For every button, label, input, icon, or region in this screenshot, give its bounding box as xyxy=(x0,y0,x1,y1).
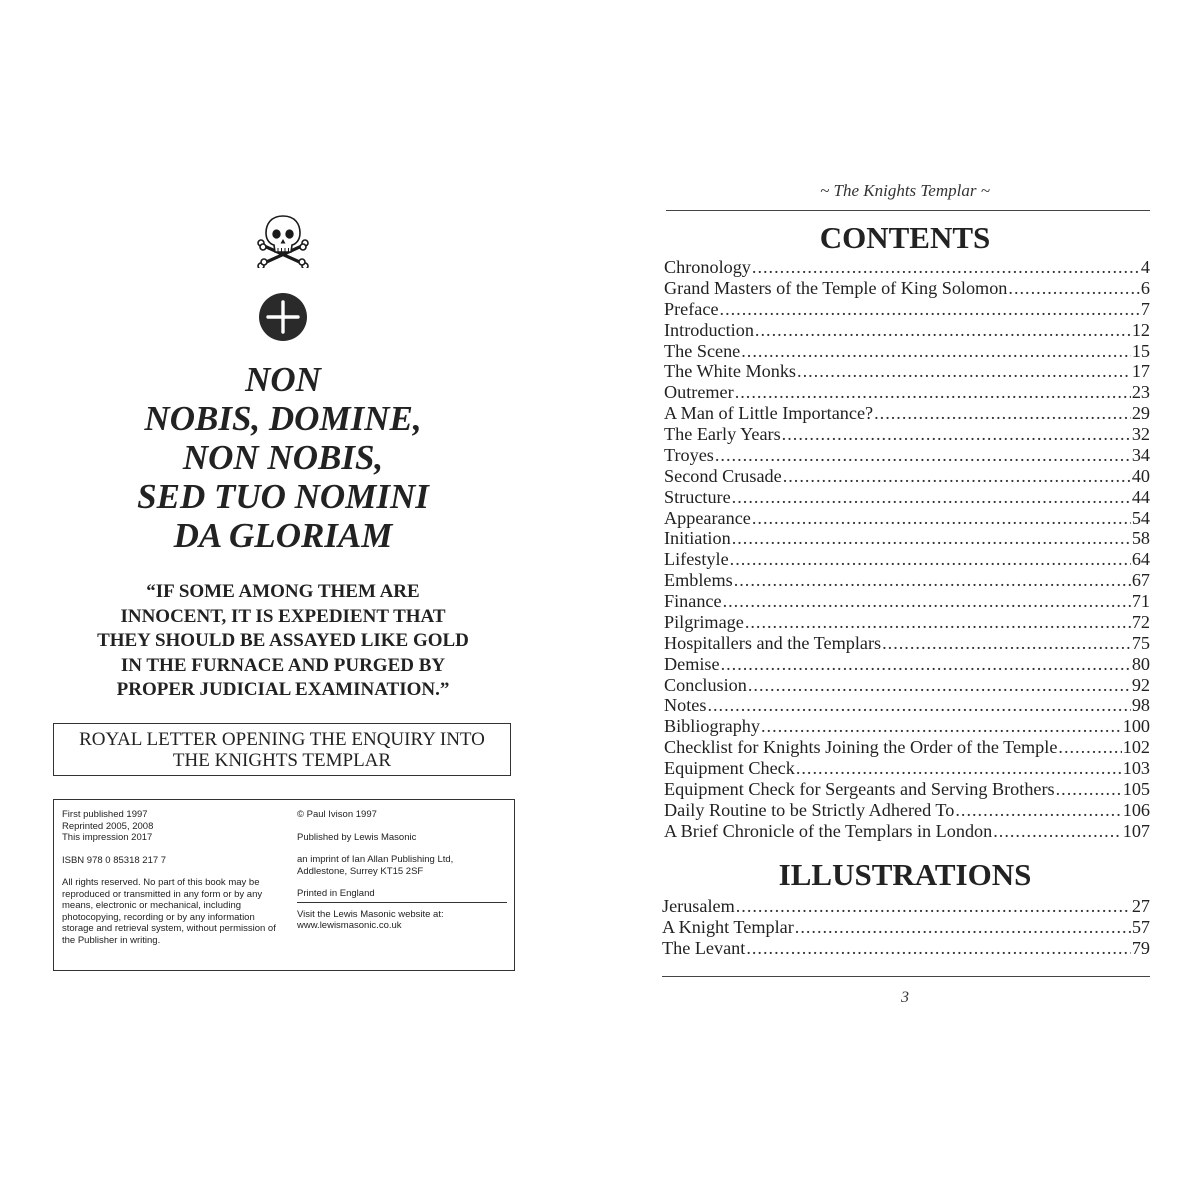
rights-line: the Publisher in writing. xyxy=(62,934,161,946)
toc-entry xyxy=(664,675,1150,696)
rights-line: All rights reserved. No part of this book may be xyxy=(62,877,260,888)
rights-line: photocopying, recording or by any information xyxy=(62,911,255,923)
rights-line: means, electronic or mechanical, including xyxy=(62,900,242,911)
bottom-rule xyxy=(662,976,1150,977)
toc-entry-title: The White Monks xyxy=(664,361,797,382)
toc-entry-page: 100 xyxy=(1122,716,1150,737)
toc-entry-title: Appearance xyxy=(664,507,751,528)
toc-entry xyxy=(664,821,1150,842)
toc-entry xyxy=(664,299,1150,320)
toc-entry-page: 64 xyxy=(1131,549,1150,570)
toc-leader-dots xyxy=(752,257,1140,278)
toc-entry xyxy=(662,896,1150,917)
toc-entry-title: The Early Years xyxy=(664,424,781,444)
toc-entry-page: 6 xyxy=(1140,277,1150,298)
motto-line: NON NOBIS, xyxy=(182,438,384,477)
toc-entry-page: 92 xyxy=(1131,674,1150,695)
running-head: ~ The Knights Templar ~ xyxy=(820,181,990,200)
toc-leader-dots xyxy=(736,896,1131,917)
toc-entry xyxy=(664,320,1150,341)
toc-entry-title: Jerusalem xyxy=(662,896,735,916)
toc-leader-dots xyxy=(734,570,1131,591)
toc-entry-title: Finance xyxy=(664,591,722,611)
toc-entry-title: Checklist for Knights Joining the Order of the Temple xyxy=(664,737,1058,758)
toc-entry-title: Hospitallers and the Templars xyxy=(664,632,882,653)
toc-leader-dots xyxy=(1008,278,1140,299)
toc-entry xyxy=(664,570,1150,591)
toc-entry-page: 34 xyxy=(1131,444,1150,465)
toc-entry xyxy=(664,758,1150,779)
latin-motto xyxy=(60,360,506,555)
right-page xyxy=(600,0,1200,1200)
toc-leader-dots xyxy=(745,612,1131,633)
toc-leader-dots xyxy=(730,549,1131,570)
toc-entry-page: 23 xyxy=(1131,382,1150,403)
toc-entry-title: Grand Masters of the Temple of King Solomon xyxy=(664,277,1008,298)
toc-entry xyxy=(664,424,1150,445)
toc-entry-title: Troyes xyxy=(664,444,714,465)
toc-entry-page: 4 xyxy=(1140,257,1150,277)
toc-entry xyxy=(664,779,1150,800)
toc-leader-dots xyxy=(874,403,1131,424)
toc-entry xyxy=(664,591,1150,612)
toc-entry-page: 12 xyxy=(1131,319,1150,340)
royal-letter-box xyxy=(53,723,511,776)
toc-leader-dots xyxy=(715,445,1131,466)
toc-leader-dots xyxy=(1058,737,1121,758)
publisher: Published by Lewis Masonic xyxy=(297,831,417,843)
toc-leader-dots xyxy=(732,528,1131,549)
toc-entry xyxy=(664,487,1150,508)
toc-leader-dots xyxy=(882,633,1131,654)
toc-entry xyxy=(664,737,1150,758)
toc-leader-dots xyxy=(955,800,1121,821)
contents-list xyxy=(664,257,1150,842)
toc-entry-page: 58 xyxy=(1131,528,1150,549)
toc-entry-page: 44 xyxy=(1131,486,1150,507)
impression: This impression 2017 xyxy=(62,832,153,843)
first-published: First published 1997 xyxy=(62,809,148,820)
toc-entry-page: 106 xyxy=(1122,799,1150,820)
toc-entry xyxy=(664,278,1150,299)
toc-entry-title: Introduction xyxy=(664,319,754,340)
imprint-line: an imprint of Ian Allan Publishing Ltd, xyxy=(297,854,454,865)
toc-leader-dots xyxy=(783,466,1131,487)
toc-entry-title: A Man of Little Importance? xyxy=(664,403,874,424)
toc-entry-title: Outremer xyxy=(664,382,734,403)
toc-entry-page: 107 xyxy=(1122,820,1150,841)
toc-leader-dots xyxy=(795,917,1131,938)
toc-entry-title: Initiation xyxy=(664,528,731,549)
toc-entry xyxy=(664,257,1150,278)
toc-entry-title: Notes xyxy=(664,695,707,716)
toc-leader-dots xyxy=(723,591,1131,612)
toc-entry xyxy=(664,341,1150,362)
toc-entry-page: 29 xyxy=(1131,403,1150,424)
imprint-line: Addlestone, Surrey KT15 2SF xyxy=(297,865,424,877)
toc-entry-page: 80 xyxy=(1131,653,1150,674)
toc-leader-dots xyxy=(1056,779,1122,800)
toc-entry xyxy=(664,445,1150,466)
toc-entry-page: 102 xyxy=(1122,737,1150,758)
toc-entry xyxy=(662,917,1150,938)
toc-entry xyxy=(664,528,1150,549)
toc-leader-dots xyxy=(732,487,1131,508)
toc-entry xyxy=(664,403,1150,424)
toc-entry-title: Emblems xyxy=(664,570,733,591)
royal-letter-line: ROYAL LETTER OPENING THE ENQUIRY INTO xyxy=(79,729,485,750)
toc-entry xyxy=(664,549,1150,570)
toc-entry-title: The Scene xyxy=(664,340,741,361)
toc-entry-page: 32 xyxy=(1131,424,1150,444)
toc-entry-page: 72 xyxy=(1131,611,1150,632)
printed-in: Printed in England xyxy=(297,888,375,899)
toc-entry-page: 17 xyxy=(1131,361,1150,382)
toc-entry xyxy=(664,633,1150,654)
toc-entry-title: Daily Routine to be Strictly Adhered To xyxy=(664,799,955,820)
toc-entry xyxy=(664,466,1150,487)
toc-leader-dots xyxy=(735,382,1131,403)
cross-pattee-icon xyxy=(258,292,308,342)
top-rule xyxy=(666,210,1150,211)
toc-entry-title: Structure xyxy=(664,486,731,507)
toc-leader-dots xyxy=(752,508,1131,529)
toc-entry xyxy=(664,800,1150,821)
motto-line: SED TUO NOMINI xyxy=(137,477,429,516)
toc-entry xyxy=(664,695,1150,716)
motto-line: DA GLORIAM xyxy=(173,516,393,555)
toc-leader-dots xyxy=(746,938,1130,959)
illustrations-list xyxy=(662,896,1150,959)
toc-entry-page: 103 xyxy=(1122,758,1150,778)
toc-entry-title: Equipment Check xyxy=(664,758,795,778)
page-number: 3 xyxy=(901,989,909,1006)
toc-leader-dots xyxy=(761,716,1122,737)
quote-line: INNOCENT, IT IS EXPEDIENT THAT xyxy=(120,605,446,627)
toc-leader-dots xyxy=(748,675,1131,696)
toc-leader-dots xyxy=(993,821,1121,842)
toc-entry-title: Chronology xyxy=(664,257,751,277)
royal-letter-line: THE KNIGHTS TEMPLAR xyxy=(172,750,392,771)
imprint-divider xyxy=(297,902,507,903)
toc-entry-page: 79 xyxy=(1131,937,1150,958)
toc-entry-title: Demise xyxy=(664,653,720,674)
copyright: © Paul Ivison 1997 xyxy=(297,809,377,820)
quote-line: PROPER JUDICIAL EXAMINATION.” xyxy=(116,679,450,700)
motto-line: NON xyxy=(245,360,321,399)
toc-leader-dots xyxy=(721,654,1131,675)
toc-entry-title: A Knight Templar xyxy=(662,916,794,937)
toc-entry xyxy=(664,361,1150,382)
toc-entry xyxy=(662,938,1150,959)
quote-line: IN THE FURNACE AND PURGED BY xyxy=(120,654,446,676)
toc-entry-page: 75 xyxy=(1131,632,1150,653)
contents-heading: CONTENTS xyxy=(819,220,991,255)
toc-entry-page: 15 xyxy=(1131,340,1150,361)
toc-entry-page: 27 xyxy=(1131,896,1150,916)
imprint-box xyxy=(53,799,515,971)
reprinted: Reprinted 2005, 2008 xyxy=(62,820,154,832)
toc-entry-title: Equipment Check for Sergeants and Serving Brothers xyxy=(664,778,1055,799)
toc-leader-dots xyxy=(797,361,1131,382)
toc-entry-title: Preface xyxy=(664,298,719,319)
rights-line: reproduced or transmitted in any form or by any xyxy=(62,888,263,900)
quote-line: “IF SOME AMONG THEM ARE xyxy=(146,581,420,602)
toc-entry xyxy=(664,654,1150,675)
toc-entry-title: Conclusion xyxy=(664,674,747,695)
toc-entry-title: The Levant xyxy=(662,937,746,958)
toc-entry-page: 54 xyxy=(1131,507,1150,528)
imprint-left-column xyxy=(62,809,276,946)
toc-entry xyxy=(664,508,1150,529)
toc-entry-title: Second Crusade xyxy=(664,465,782,486)
toc-leader-dots xyxy=(796,758,1122,779)
toc-entry-title: A Brief Chronicle of the Templars in London xyxy=(664,820,993,841)
toc-entry-page: 98 xyxy=(1131,695,1150,716)
toc-entry-page: 7 xyxy=(1140,298,1150,319)
toc-entry xyxy=(664,612,1150,633)
toc-entry-page: 71 xyxy=(1131,591,1150,611)
motto-line: NOBIS, DOMINE, xyxy=(144,399,422,438)
toc-entry-title: Pilgrimage xyxy=(664,611,744,632)
toc-leader-dots xyxy=(755,320,1131,341)
isbn: ISBN 978 0 85318 217 7 xyxy=(62,854,167,866)
toc-entry-page: 57 xyxy=(1131,916,1150,937)
illustrations-heading: ILLUSTRATIONS xyxy=(778,857,1032,892)
toc-entry-page: 40 xyxy=(1131,465,1150,486)
toc-entry xyxy=(664,382,1150,403)
skull-and-crossbones-icon xyxy=(256,212,310,268)
toc-leader-dots xyxy=(741,341,1131,362)
toc-leader-dots xyxy=(707,695,1130,716)
website-url: www.lewismasonic.co.uk xyxy=(297,920,402,931)
website-line: Visit the Lewis Masonic website at: xyxy=(297,908,444,920)
toc-entry-page: 67 xyxy=(1131,570,1150,591)
toc-entry-title: Bibliography xyxy=(664,716,760,737)
rights-line: storage and retrieval system, without permission of xyxy=(62,923,276,934)
toc-leader-dots xyxy=(782,424,1131,445)
toc-entry-page: 105 xyxy=(1122,778,1150,799)
toc-entry-title: Lifestyle xyxy=(664,549,729,570)
imprint-right-column xyxy=(297,809,509,932)
toc-entry xyxy=(664,716,1150,737)
quote-line: THEY SHOULD BE ASSAYED LIKE GOLD xyxy=(97,630,469,651)
toc-leader-dots xyxy=(720,299,1140,320)
royal-quote xyxy=(60,580,506,703)
